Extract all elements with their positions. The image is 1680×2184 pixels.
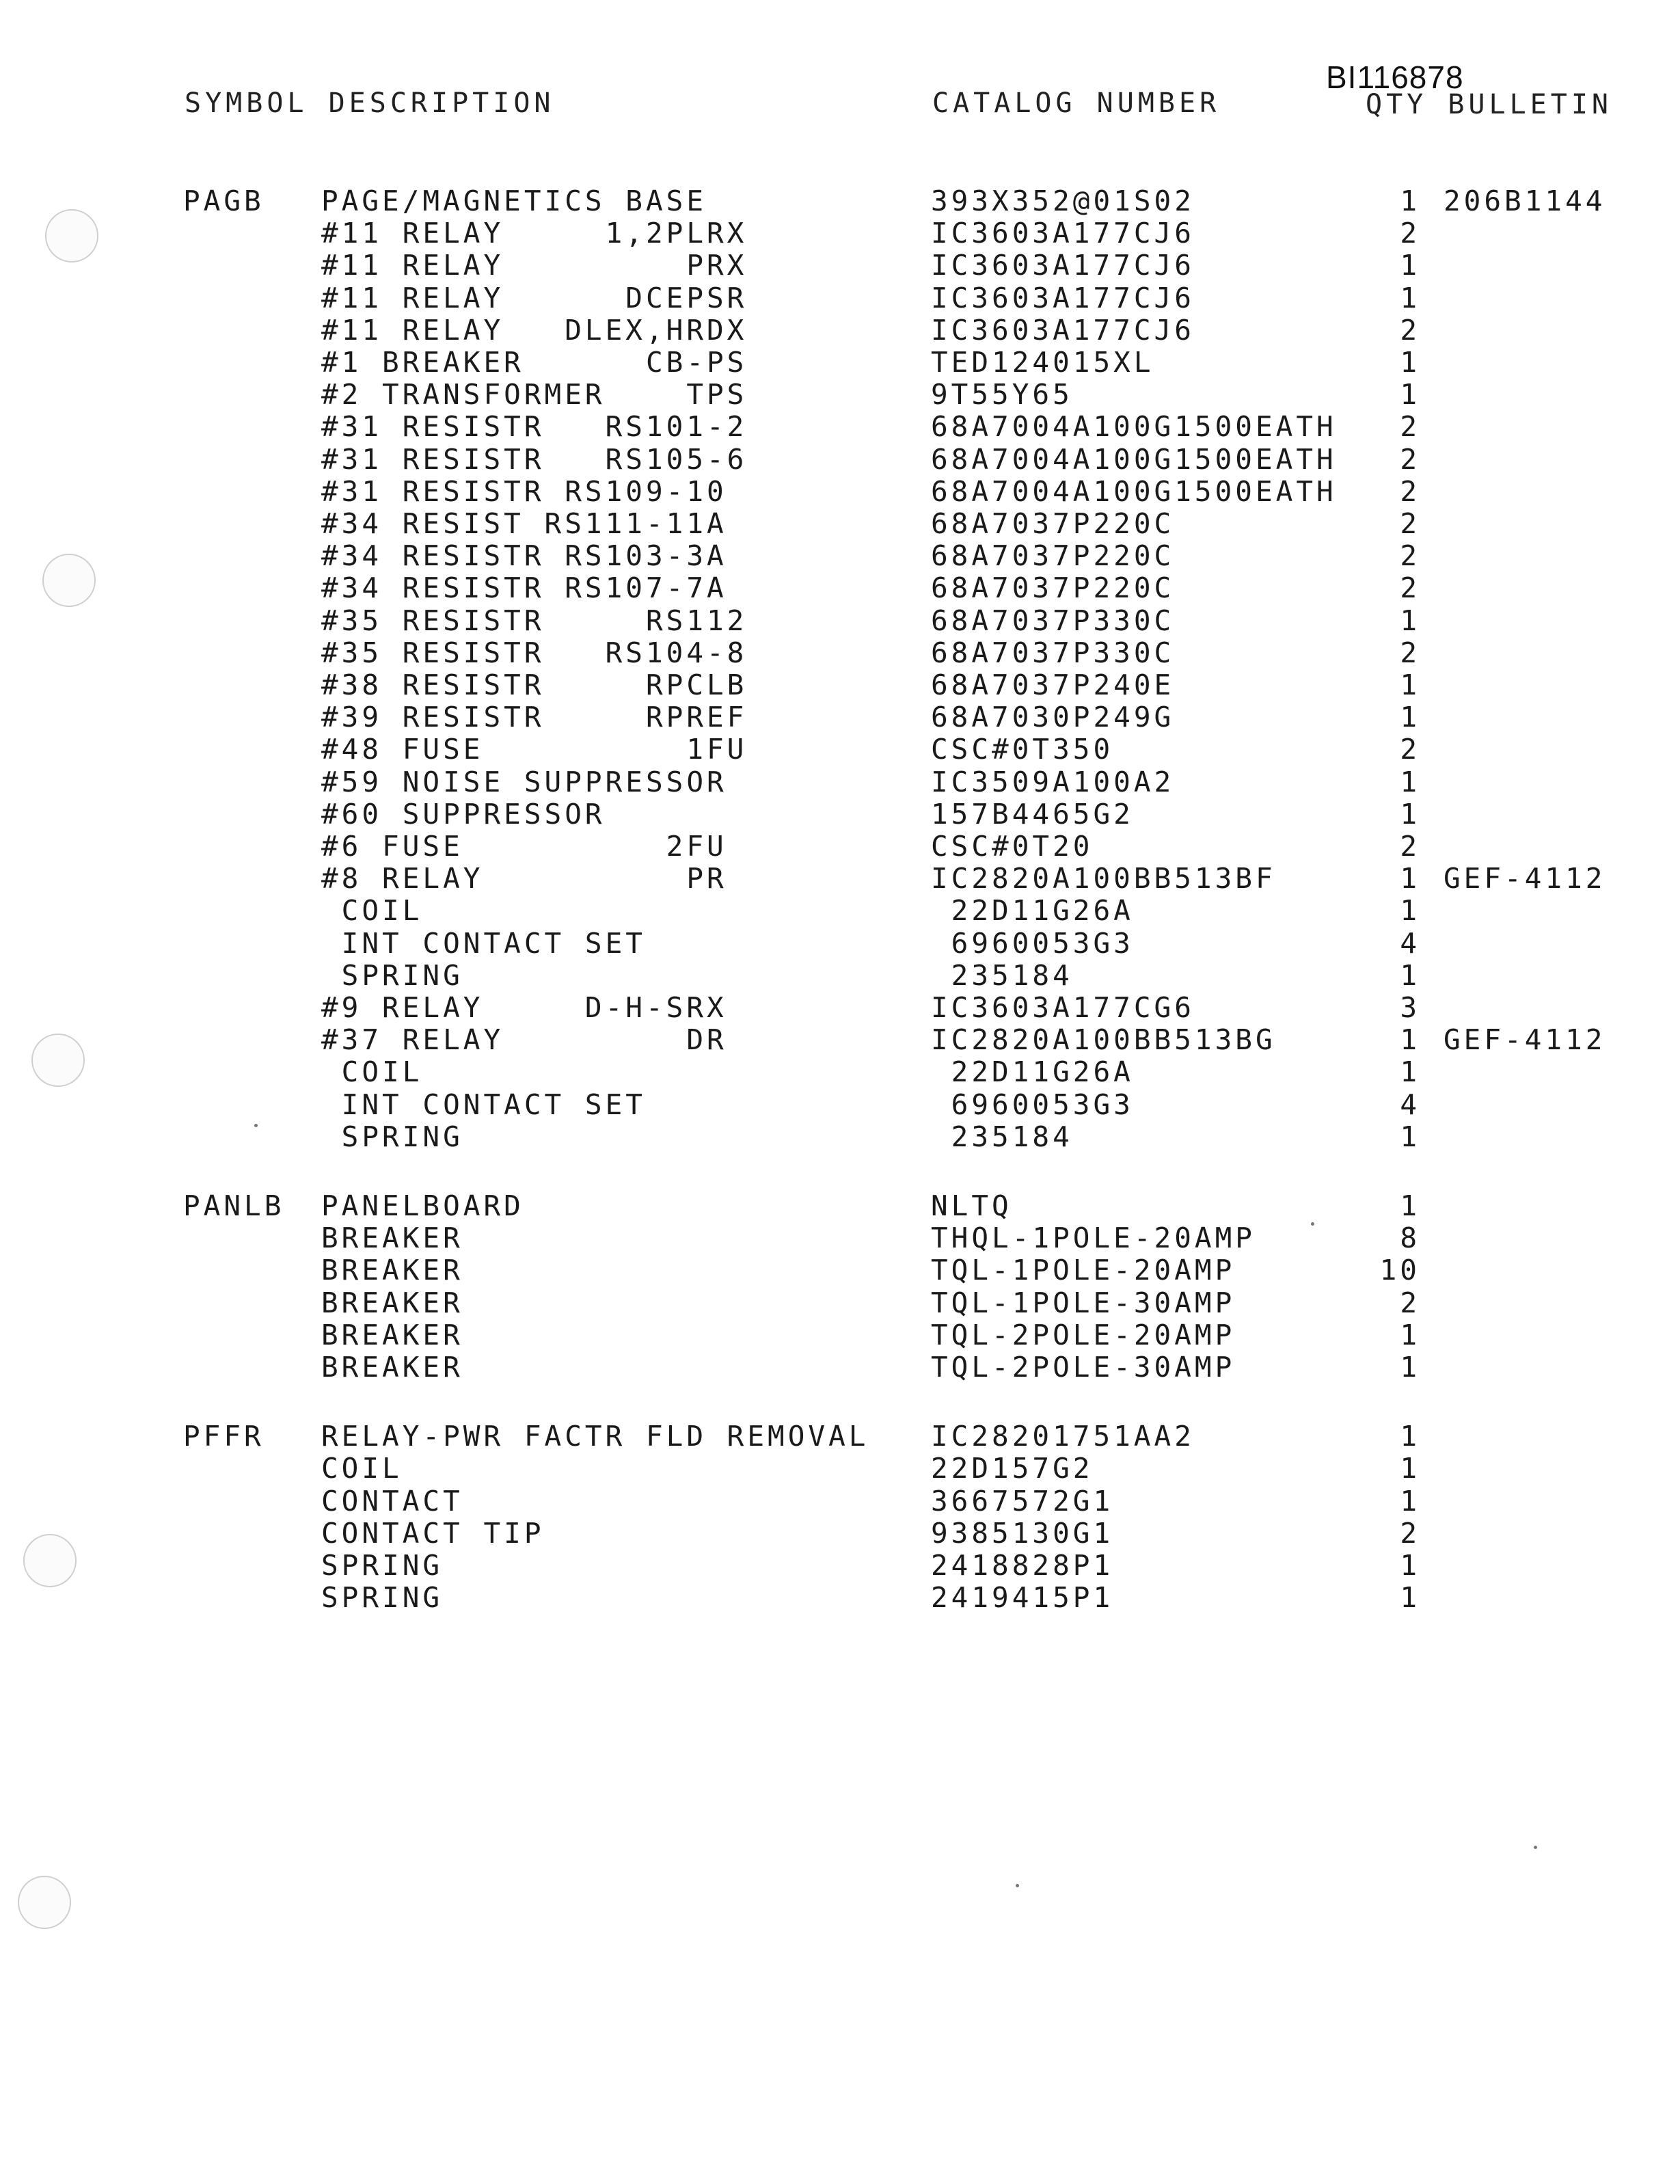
cell-bulletin: GEF-4112 bbox=[1444, 1023, 1606, 1057]
cell-description: #11 RELAY 1,2PLRX bbox=[321, 217, 748, 250]
cell-catalog: 3667572G1 bbox=[931, 1484, 1114, 1518]
cell-description: COIL bbox=[321, 1452, 403, 1485]
cell-description: #38 RESISTR RPCLB bbox=[321, 669, 748, 701]
cell-description: RELAY-PWR FACTR FLD REMOVAL bbox=[321, 1420, 869, 1453]
cell-catalog: 393X352@01S02 bbox=[931, 185, 1195, 217]
cell-qty: 1 bbox=[1400, 1420, 1420, 1453]
cell-qty: 2 bbox=[1400, 571, 1420, 605]
cell-qty: 4 bbox=[1400, 1088, 1420, 1121]
cell-description: #2 TRANSFORMER TPS bbox=[321, 378, 748, 412]
cell-symbol: PFFR bbox=[183, 1420, 265, 1453]
cell-description: PAGE/MAGNETICS BASE bbox=[321, 185, 707, 217]
cell-description: #6 FUSE 2FU bbox=[321, 830, 727, 863]
cell-catalog: 68A7004A100G1500EATH bbox=[931, 474, 1337, 508]
cell-qty: 2 bbox=[1400, 313, 1420, 347]
cell-qty: 1 bbox=[1400, 894, 1420, 928]
cell-description: BREAKER bbox=[321, 1351, 463, 1384]
cell-catalog: 22D157G2 bbox=[931, 1452, 1094, 1485]
cell-catalog: IC3603A177CJ6 bbox=[931, 217, 1195, 250]
cell-description: CONTACT TIP bbox=[321, 1516, 545, 1550]
cell-description: #35 RESISTR RS104-8 bbox=[321, 636, 748, 669]
cell-catalog: 9T55Y65 bbox=[931, 378, 1073, 412]
cell-qty: 1 bbox=[1400, 281, 1420, 314]
cell-catalog: 235184 bbox=[931, 1120, 1073, 1153]
cell-description: #59 NOISE SUPPRESSOR bbox=[321, 765, 727, 798]
cell-catalog: 68A7004A100G1500EATH bbox=[931, 410, 1337, 444]
cell-catalog: 235184 bbox=[931, 958, 1073, 992]
cell-catalog: THQL-1POLE-20AMP bbox=[931, 1222, 1256, 1255]
cell-description: #60 SUPPRESSOR bbox=[321, 797, 606, 831]
bulletin-id: BI116878 bbox=[1326, 59, 1464, 95]
cell-catalog: 22D11G26A bbox=[931, 1055, 1134, 1089]
punch-hole bbox=[42, 554, 96, 607]
cell-description: SPRING bbox=[321, 1549, 444, 1582]
cell-qty: 3 bbox=[1400, 991, 1420, 1024]
cell-qty: 2 bbox=[1400, 442, 1420, 476]
cell-qty: 1 bbox=[1400, 1318, 1420, 1351]
cell-qty: 8 bbox=[1400, 1222, 1420, 1255]
cell-qty: 1 bbox=[1400, 797, 1420, 831]
header-symbol-description: SYMBOL DESCRIPTION bbox=[185, 87, 555, 119]
cell-bulletin: 206B1144 bbox=[1444, 185, 1606, 217]
cell-catalog: TQL-1POLE-20AMP bbox=[931, 1254, 1236, 1287]
cell-description: BREAKER bbox=[321, 1318, 463, 1351]
cell-qty: 1 bbox=[1400, 1055, 1420, 1089]
cell-description: #8 RELAY PR bbox=[321, 862, 727, 895]
cell-qty: 1 bbox=[1400, 862, 1420, 895]
scan-speck bbox=[1016, 1884, 1019, 1887]
cell-qty: 2 bbox=[1400, 507, 1420, 540]
cell-catalog: 2419415P1 bbox=[931, 1581, 1114, 1615]
cell-catalog: IC2820A100BB513BG bbox=[931, 1023, 1276, 1057]
cell-description: #48 FUSE 1FU bbox=[321, 733, 748, 766]
cell-qty: 1 bbox=[1400, 1484, 1420, 1518]
cell-description: BREAKER bbox=[321, 1222, 463, 1255]
cell-catalog: IC2820A100BB513BF bbox=[931, 862, 1276, 895]
scan-speck bbox=[1311, 1222, 1314, 1226]
cell-description: #34 RESISTR RS107-7A bbox=[321, 571, 727, 605]
cell-qty: 1 bbox=[1400, 1023, 1420, 1057]
cell-catalog: 6960053G3 bbox=[931, 1088, 1134, 1121]
cell-catalog: 9385130G1 bbox=[931, 1516, 1114, 1550]
cell-catalog: 2418828P1 bbox=[931, 1549, 1114, 1582]
cell-bulletin: GEF-4112 bbox=[1444, 862, 1606, 895]
scan-speck bbox=[1534, 1846, 1537, 1849]
cell-qty: 1 bbox=[1400, 604, 1420, 637]
cell-description: #31 RESISTR RS109-10 bbox=[321, 474, 727, 508]
cell-description: #37 RELAY DR bbox=[321, 1023, 727, 1057]
cell-qty: 1 bbox=[1400, 1120, 1420, 1153]
header-qty-bulletin: QTY BULLETIN bbox=[1366, 89, 1612, 120]
cell-qty: 1 bbox=[1400, 249, 1420, 282]
cell-description: COIL bbox=[321, 894, 423, 928]
cell-catalog: CSC#0T350 bbox=[931, 733, 1114, 766]
cell-description: #11 RELAY DCEPSR bbox=[321, 281, 748, 314]
cell-qty: 2 bbox=[1400, 1516, 1420, 1550]
cell-description: BREAKER bbox=[321, 1286, 463, 1319]
cell-description: #31 RESISTR RS105-6 bbox=[321, 442, 748, 476]
cell-qty: 10 bbox=[1379, 1254, 1420, 1287]
cell-symbol: PANLB bbox=[183, 1189, 285, 1222]
cell-description: SPRING bbox=[321, 1581, 444, 1615]
cell-catalog: IC3603A177CG6 bbox=[931, 991, 1195, 1024]
cell-catalog: TED124015XL bbox=[931, 346, 1154, 379]
cell-qty: 4 bbox=[1400, 926, 1420, 960]
cell-catalog: 68A7037P330C bbox=[931, 604, 1175, 637]
cell-qty: 2 bbox=[1400, 1286, 1420, 1319]
cell-description: #31 RESISTR RS101-2 bbox=[321, 410, 748, 444]
header-catalog-number: CATALOG NUMBER bbox=[932, 87, 1221, 119]
cell-catalog: 68A7037P220C bbox=[931, 539, 1175, 573]
cell-catalog: 6960053G3 bbox=[931, 926, 1134, 960]
punch-hole bbox=[23, 1534, 77, 1587]
cell-catalog: TQL-2POLE-20AMP bbox=[931, 1318, 1236, 1351]
cell-catalog: TQL-2POLE-30AMP bbox=[931, 1351, 1236, 1384]
cell-qty: 2 bbox=[1400, 733, 1420, 766]
cell-description: #39 RESISTR RPREF bbox=[321, 701, 748, 734]
cell-catalog: 22D11G26A bbox=[931, 894, 1134, 928]
cell-qty: 2 bbox=[1400, 410, 1420, 444]
punch-hole bbox=[18, 1876, 71, 1929]
cell-qty: 1 bbox=[1400, 378, 1420, 412]
cell-description: COIL bbox=[321, 1055, 423, 1089]
cell-description: #11 RELAY DLEX,HRDX bbox=[321, 313, 748, 347]
cell-description: INT CONTACT SET bbox=[321, 926, 646, 960]
cell-description: PANELBOARD bbox=[321, 1189, 524, 1222]
cell-qty: 1 bbox=[1400, 1189, 1420, 1222]
cell-qty: 1 bbox=[1400, 958, 1420, 992]
cell-catalog: 68A7030P249G bbox=[931, 701, 1175, 734]
cell-catalog: IC3509A100A2 bbox=[931, 765, 1175, 798]
cell-description: #9 RELAY D-H-SRX bbox=[321, 991, 727, 1024]
cell-qty: 2 bbox=[1400, 217, 1420, 250]
cell-catalog: 68A7037P330C bbox=[931, 636, 1175, 669]
cell-qty: 1 bbox=[1400, 1351, 1420, 1384]
cell-catalog: 157B4465G2 bbox=[931, 797, 1134, 831]
cell-catalog: NLTQ bbox=[931, 1189, 1012, 1222]
cell-description: #34 RESISTR RS103-3A bbox=[321, 539, 727, 573]
cell-qty: 1 bbox=[1400, 765, 1420, 798]
cell-catalog: 68A7037P220C bbox=[931, 507, 1175, 540]
cell-qty: 1 bbox=[1400, 669, 1420, 701]
cell-qty: 1 bbox=[1400, 701, 1420, 734]
cell-catalog: IC3603A177CJ6 bbox=[931, 313, 1195, 347]
punch-hole bbox=[45, 209, 98, 262]
cell-description: #11 RELAY PRX bbox=[321, 249, 748, 282]
cell-qty: 2 bbox=[1400, 539, 1420, 573]
punch-hole bbox=[31, 1034, 85, 1087]
cell-qty: 1 bbox=[1400, 1581, 1420, 1615]
cell-description: INT CONTACT SET bbox=[321, 1088, 646, 1121]
cell-catalog: IC28201751AA2 bbox=[931, 1420, 1195, 1453]
cell-catalog: 68A7004A100G1500EATH bbox=[931, 442, 1337, 476]
cell-description: SPRING bbox=[321, 958, 463, 992]
cell-catalog: CSC#0T20 bbox=[931, 830, 1094, 863]
cell-qty: 1 bbox=[1400, 1549, 1420, 1582]
cell-qty: 2 bbox=[1400, 830, 1420, 863]
cell-qty: 1 bbox=[1400, 1452, 1420, 1485]
cell-description: #1 BREAKER CB-PS bbox=[321, 346, 748, 379]
cell-qty: 1 bbox=[1400, 185, 1420, 217]
cell-qty: 2 bbox=[1400, 636, 1420, 669]
cell-qty: 1 bbox=[1400, 346, 1420, 379]
cell-catalog: 68A7037P240E bbox=[931, 669, 1175, 701]
cell-catalog: TQL-1POLE-30AMP bbox=[931, 1286, 1236, 1319]
cell-description: #35 RESISTR RS112 bbox=[321, 604, 748, 637]
cell-description: CONTACT bbox=[321, 1484, 463, 1518]
cell-symbol: PAGB bbox=[183, 185, 265, 217]
cell-catalog: IC3603A177CJ6 bbox=[931, 249, 1195, 282]
scan-speck bbox=[254, 1124, 258, 1127]
cell-catalog: 68A7037P220C bbox=[931, 571, 1175, 605]
cell-description: BREAKER bbox=[321, 1254, 463, 1287]
cell-description: #34 RESIST RS111-11A bbox=[321, 507, 727, 540]
cell-qty: 2 bbox=[1400, 474, 1420, 508]
cell-description: SPRING bbox=[321, 1120, 463, 1153]
cell-catalog: IC3603A177CJ6 bbox=[931, 281, 1195, 314]
